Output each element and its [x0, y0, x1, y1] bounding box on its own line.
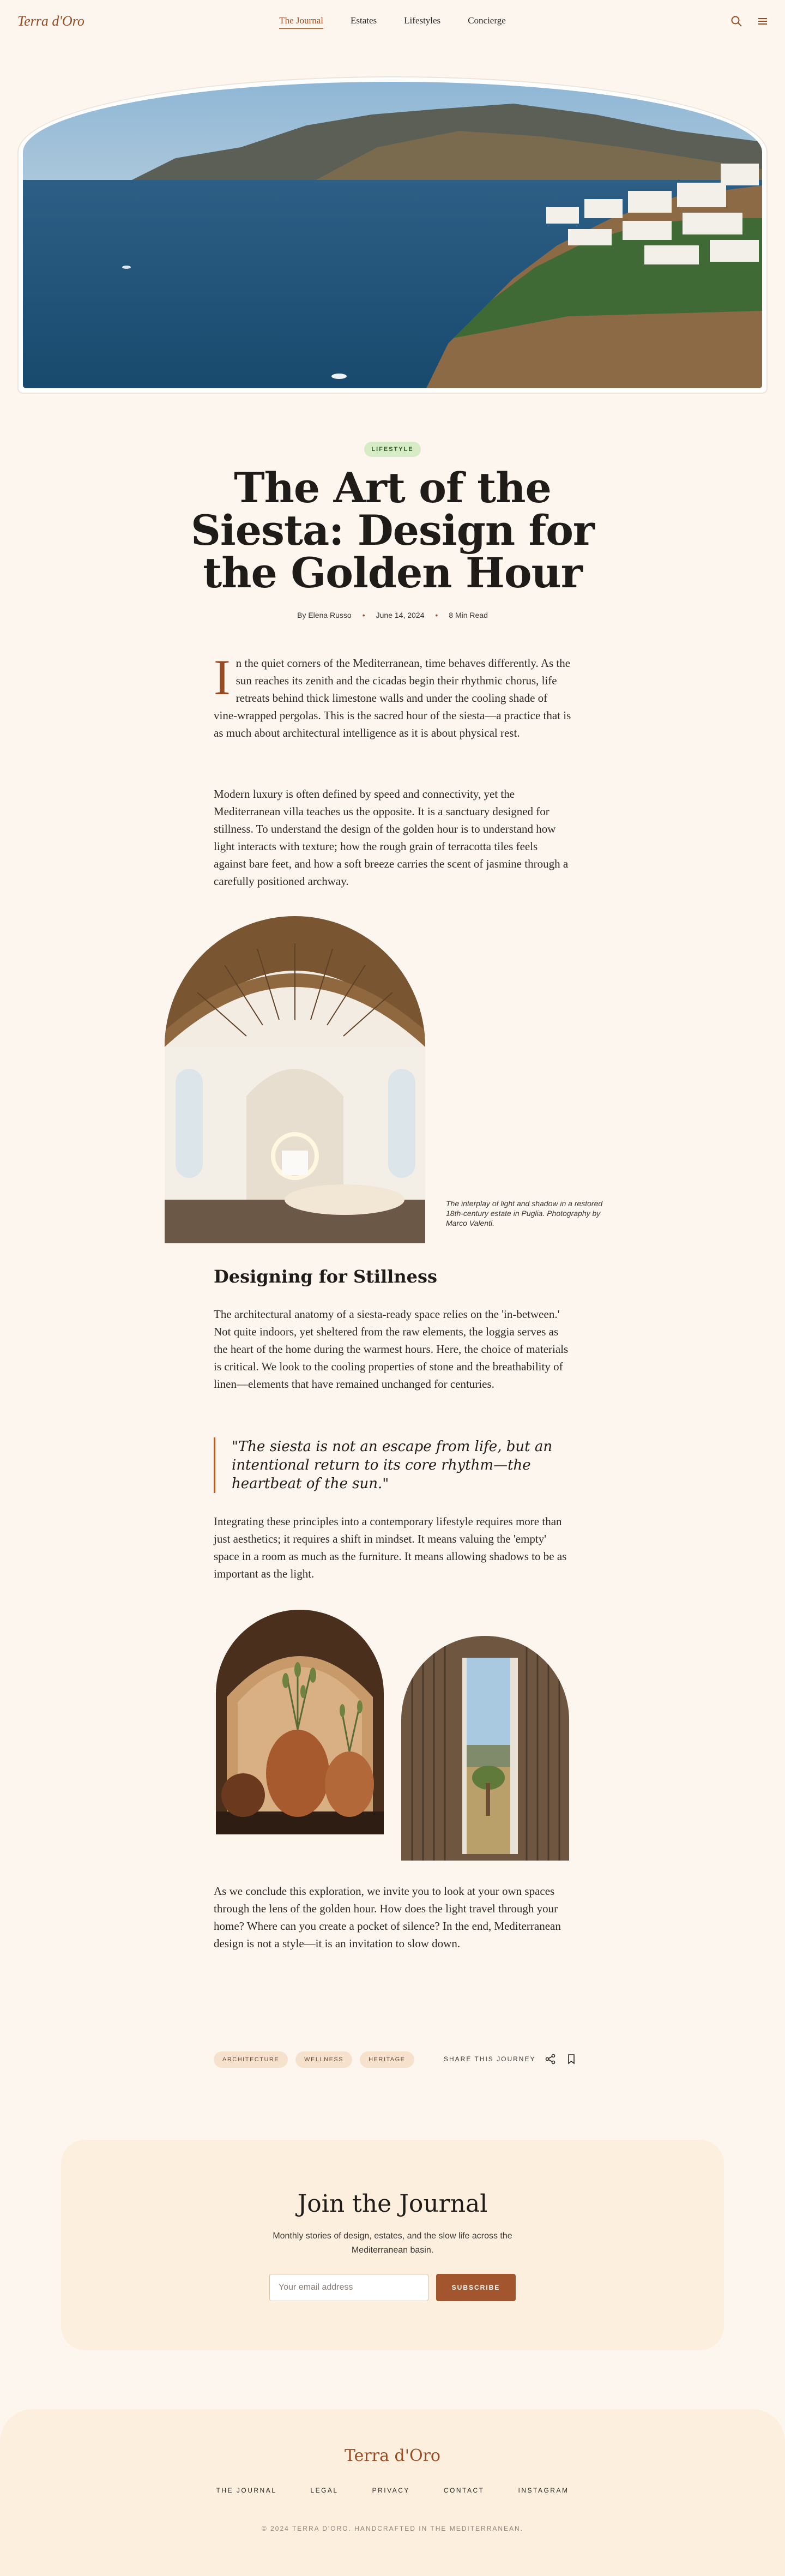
footer-link-privacy[interactable]: PRIVACY	[372, 2487, 410, 2494]
footer-link-legal[interactable]: LEGAL	[310, 2487, 339, 2494]
article-body-3	[214, 1305, 571, 1393]
article-body-4	[214, 1513, 571, 1582]
search-icon[interactable]	[730, 15, 742, 27]
subscribe-button[interactable]: SUBSCRIBE	[436, 2274, 516, 2301]
footer	[0, 2409, 785, 2576]
article-author: By Elena Russo	[297, 611, 352, 619]
arched-hallway-image	[165, 916, 425, 1243]
image-caption: The interplay of light and shadow in a restored 18th-century estate in Puglia. Photography by Marco Valenti.	[446, 1199, 603, 1227]
footer-links	[0, 2487, 785, 2494]
footer-link-journal[interactable]: THE JOURNAL	[216, 2487, 277, 2494]
footer-brand[interactable]: Terra d'Oro	[345, 2446, 440, 2465]
share-label: SHARE THIS JOURNEY	[444, 2055, 536, 2063]
paragraph-1-text: n the quiet corners of the Mediterranean, time behaves differently. As the sun reaches its zenith and the cicadas begin their rhythmic chorus, life retreats behind thick limestone walls and under the cooling shade of vine-wrapped pergolas. This is the sacred hour of the siesta—a practice that is as much about architectural intelligence as it is about physical rest.	[214, 657, 571, 739]
tag-architecture[interactable]: ARCHITECTURE	[214, 2051, 288, 2068]
olive-pots-image	[216, 1610, 384, 1834]
dropcap: I	[214, 649, 231, 705]
copyright: © 2024 TERRA D'ORO. HANDCRAFTED IN THE MEDITERRANEAN.	[261, 2525, 524, 2532]
nav-link-estates[interactable]: Estates	[350, 15, 377, 26]
article-tags	[214, 2051, 414, 2068]
hero-image	[23, 82, 762, 388]
meta-separator: •	[435, 611, 438, 619]
pull-quote: "The siesta is not an escape from life, but an intentional return to its core rhythm—the heartbeat of the sun."	[214, 1437, 573, 1493]
paragraph-3: The architectural anatomy of a siesta-ready space relies on the 'in-between.' Not quite indoors, yet sheltered from the raw elements, the loggia serves as the heart of the home during the warmest hours. Here, the choice of materials is critical. We look to the cooling properties of stone and the breathability of linen—elements that have remained unchanged for centuries.	[214, 1308, 569, 1391]
bookmark-icon[interactable]	[566, 2054, 577, 2065]
nav-link-concierge[interactable]: Concierge	[468, 15, 506, 26]
nav-link-lifestyles[interactable]: Lifestyles	[404, 15, 441, 26]
footer-link-instagram[interactable]: INSTAGRAM	[518, 2487, 569, 2494]
brand-logo[interactable]: Terra d'Oro	[17, 13, 84, 29]
email-input[interactable]: Your email address	[269, 2274, 428, 2301]
category-badge[interactable]: LIFESTYLE	[364, 442, 421, 457]
tag-wellness[interactable]: WELLNESS	[295, 2051, 352, 2068]
meta-separator: •	[362, 611, 365, 619]
article-body-5	[214, 1882, 571, 1952]
paragraph-1	[214, 649, 571, 742]
footer-link-contact[interactable]: CONTACT	[443, 2487, 485, 2494]
article-read-time: 8 Min Read	[449, 611, 488, 619]
menu-icon[interactable]	[757, 15, 769, 27]
section-heading: Designing for Stillness	[214, 1266, 437, 1287]
newsletter-panel	[61, 2140, 724, 2350]
article-meta	[0, 611, 785, 619]
article-body-2	[214, 785, 571, 890]
nav-link-journal[interactable]: The Journal	[279, 15, 323, 29]
newsletter-title: Join the Journal	[297, 2190, 488, 2218]
top-nav	[0, 0, 785, 44]
article-intro	[214, 649, 571, 742]
newsletter-subtitle: Monthly stories of design, estates, and the slow life across the Mediterranean basin.	[273, 2231, 512, 2255]
paragraph-4: Integrating these principles into a contemporary lifestyle requires more than just aesthetics; it requires a shift in mindset. It means valuing the 'empty' space in a room as much as the furniture. It means allowing shadows to be as important as the light.	[214, 1515, 567, 1580]
paragraph-2: Modern luxury is often defined by speed and connectivity, yet the Mediterranean villa teaches us the opposite. It is a sanctuary designed for stillness. To understand the design of the golden hour is to understand how light interacts with texture; how the rough grain of terracotta tiles feels against bare feet, and how a soft breeze carries the scent of jasmine through a carefully positioned archway.	[214, 787, 569, 888]
paragraph-5: As we conclude this exploration, we invite you to look at your own spaces through the lens of the golden hour. How does the light travel through your home? Where can you create a pocket of silence? In the end, Mediterranean design is not a style—it is an invitation to slow down.	[214, 1885, 561, 1950]
hero-frame	[17, 76, 768, 394]
shuttered-window-image	[401, 1636, 569, 1861]
nav-links	[0, 15, 785, 29]
nav-icons	[730, 15, 769, 27]
tag-heritage[interactable]: HERITAGE	[360, 2051, 414, 2068]
share-row	[444, 2054, 577, 2065]
article-date: June 14, 2024	[376, 611, 425, 619]
article-title: The Art of the Siesta: Design for the Golden Hour	[191, 464, 594, 597]
share-icon[interactable]	[545, 2054, 556, 2065]
